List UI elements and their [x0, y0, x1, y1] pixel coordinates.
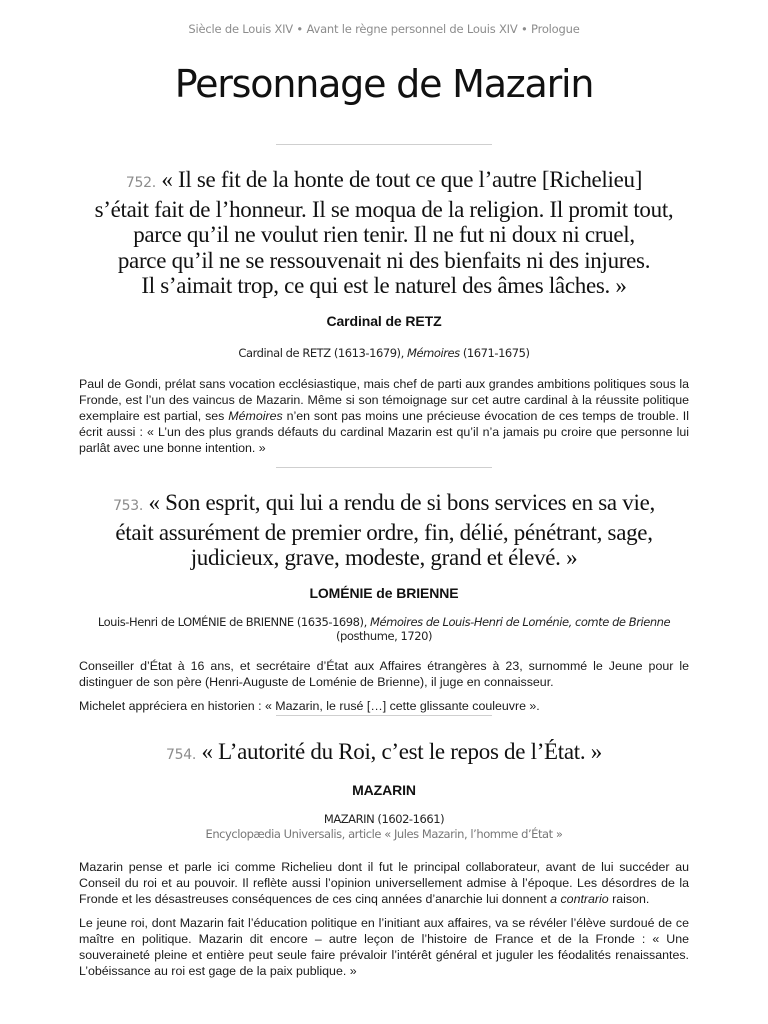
comment-text: Mazarin pense et parle ici comme Richelieu dont il fut le principal collaborateur, avant de lui succéder au Conseil du roi et au pouvoir. Il reflète aussi l’opinion universellement admise à l’époque. Les désordres de la Fronde et les désastreuses conséquences de ces cinq années d’anarchie lui donnent [79, 859, 689, 906]
comment-emphasis: a contrario [550, 891, 609, 906]
quote-line: s’était fait de l’honneur. Il se moqua de la religion. Il promit tout, [94, 196, 674, 222]
divider [276, 467, 492, 468]
source-work: Mémoires [407, 345, 460, 360]
quote-number: 753. [113, 498, 144, 514]
source-work: Mémoires de Louis-Henri de Loménie, comte de Brienne [369, 614, 671, 629]
quote-line: judicieux, grave, modeste, grand et élevé. » [190, 545, 578, 570]
quote-text [79, 739, 689, 769]
divider [276, 144, 492, 145]
page-title: Personnage de Mazarin [174, 62, 594, 106]
comment-text: Paul de Gondi, prélat sans vocation ecclésiastique, mais chef de parti aux grandes ambitions politiques sous la Fronde, est l’un des vaincus de Mazarin. Même si son témoignage sur cet autre cardinal à la réussite politique exemplaire est partial, ses [79, 376, 689, 423]
quote-entry-752 [79, 167, 689, 456]
quote-comment: Le jeune roi, dont Mazarin fait l’éducation politique en l’initiant aux affaires, va se révéler l’élève surdoué de ce maître en politique. Mazarin dit encore – autre leçon de l’histoire de France et de la Fronde : « Une souveraineté pleine et entière peut seule faire prévaloir l’intérêt général et juguler les féodalités renaissantes. L’obéissance au roi est gage de la paix publique. » [79, 915, 689, 978]
quote-source-reference: Encyclopædia Universalis, article « Jules Mazarin, l’homme d’État » [205, 826, 563, 841]
quote-entry-754 [79, 739, 689, 979]
quote-text [79, 490, 689, 571]
quote-line: Il s’aimait trop, ce qui est le naturel des âmes lâches. » [141, 273, 627, 298]
quote-comment [79, 859, 689, 907]
quote-entry-753 [79, 490, 689, 714]
quote-line: « Son esprit, qui lui a rendu de si bons services en sa vie, [148, 490, 655, 515]
quote-line: parce qu’il ne voulut rien tenir. Il ne fut ni doux ni cruel, [133, 222, 635, 247]
source-author: Cardinal de RETZ (1613-1679), [238, 345, 408, 360]
quote-source [79, 346, 689, 360]
quote-line: « L’autorité du Roi, c’est le repos de l’État. » [201, 739, 602, 764]
quote-line: « Il se fit de la honte de tout ce que l’autre [Richelieu] [161, 167, 643, 192]
quote-author[interactable]: MAZARIN [352, 781, 416, 798]
quote-line: était assurément de premier ordre, fin, délié, pénétrant, sage, [115, 519, 653, 545]
quote-source [79, 615, 689, 643]
quote-line: parce qu’il ne se ressouvenait ni des bienfaits ni des injures. [117, 247, 651, 273]
quote-author[interactable]: LOMÉNIE de BRIENNE [309, 584, 459, 601]
quote-author[interactable]: Cardinal de RETZ [326, 312, 442, 329]
comment-text: raison. [608, 891, 650, 906]
divider [276, 715, 492, 716]
quote-comment [79, 376, 689, 456]
source-date: (posthume, 1720) [335, 628, 433, 643]
quote-number: 754. [166, 747, 196, 763]
source-date: (1671-1675) [459, 345, 530, 360]
breadcrumb[interactable]: Siècle de Louis XIV • Avant le règne personnel de Louis XIV • Prologue [188, 22, 580, 36]
quote-comment: Michelet appréciera en historien : « Mazarin, le rusé […] cette glissante couleuvre ». [79, 698, 540, 713]
quote-comment: Conseiller d’État à 16 ans, et secrétaire d’État aux Affaires étrangères à 23, surnommé le Jeune pour le distinguer de son père (Henri-Auguste de Loménie de Brienne), il juge en connaisseur. [79, 658, 689, 689]
quote-number: 752. [125, 175, 156, 191]
quote-text [79, 167, 689, 299]
comment-text: n’en sont pas moins une précieuse évocation de ces temps de trouble. Il écrit aussi : « L’un des plus grands défauts du cardinal Mazarin est qu’il n’a jamais pu croire que personne lui parlât avec une bonne intention. » [79, 408, 690, 455]
comment-emphasis: Mémoires [228, 408, 283, 423]
source-author: Louis-Henri de LOMÉNIE de BRIENNE (1635-1698), [97, 614, 370, 629]
quote-source: MAZARIN (1602-1661) [323, 811, 445, 826]
